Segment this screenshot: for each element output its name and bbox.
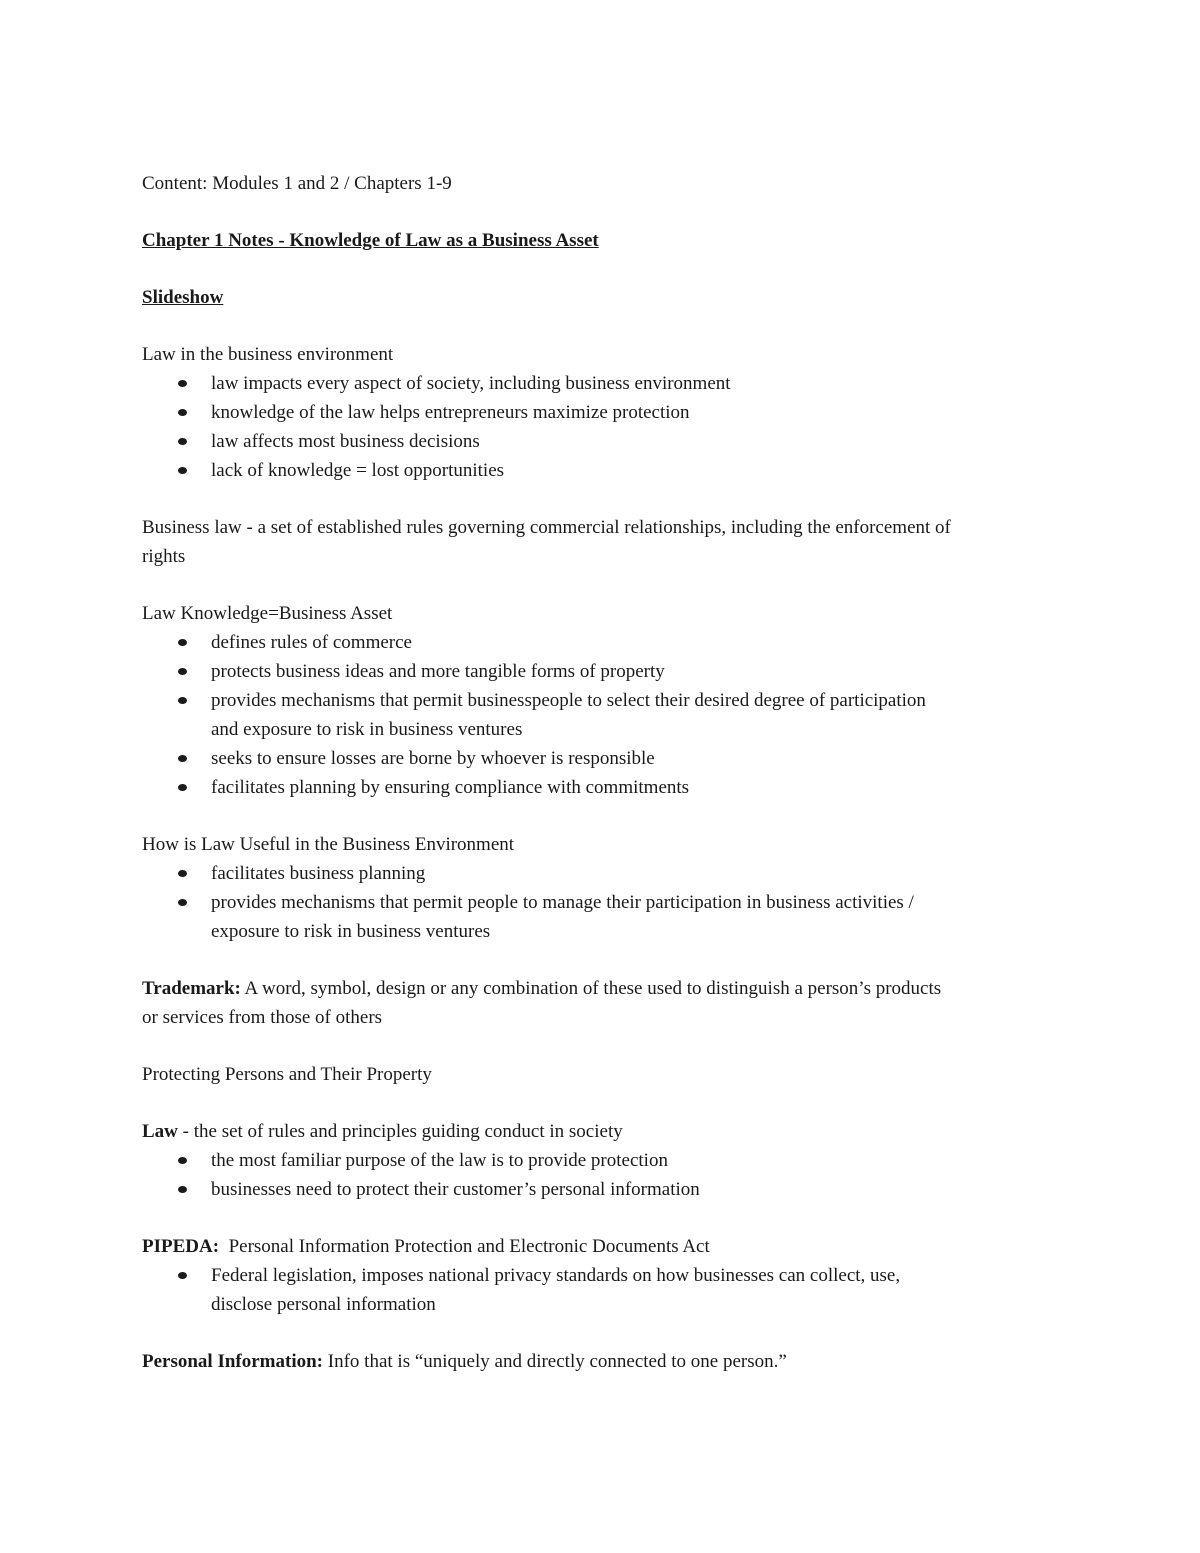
- list-item: the most familiar purpose of the law is to provide protection: [211, 1146, 1082, 1175]
- personal-information-definition: Personal Information: Info that is “uniquely and directly connected to one person.”: [142, 1351, 787, 1372]
- law-definition-list: [142, 1146, 1082, 1204]
- bullet-icon: [178, 467, 187, 474]
- list-item: lack of knowledge = lost opportunities: [211, 456, 1082, 485]
- bullet-icon: [178, 668, 187, 675]
- law-useful-title: How is Law Useful in the Business Environment: [142, 834, 515, 855]
- law-useful-list: [142, 859, 1082, 946]
- pipeda-list: [142, 1261, 1082, 1319]
- business-law-definition: Business law - a set of established rules governing commercial relationships, including the enforcement of rights: [142, 517, 951, 567]
- list-item: knowledge of the law helps entrepreneurs maximize protection: [211, 398, 1082, 427]
- bullet-icon: [178, 1157, 187, 1164]
- trademark-term: Trademark:: [142, 978, 241, 999]
- law-environment-list: [142, 369, 1082, 485]
- list-item: seeks to ensure losses are borne by whoever is responsible: [211, 744, 1082, 773]
- bullet-icon: [178, 1272, 187, 1279]
- slideshow-heading: Slideshow: [142, 287, 224, 308]
- list-item: law affects most business decisions: [211, 427, 1082, 456]
- bullet-icon: [178, 755, 187, 762]
- list-item: provides mechanisms that permit people to manage their participation in business activities / exposure to risk in business ventures: [211, 888, 1082, 946]
- list-item: provides mechanisms that permit businesspeople to select their desired degree of participation and exposure to risk in business ventures: [211, 686, 1082, 744]
- bullet-icon: [178, 1186, 187, 1193]
- business-asset-list: [142, 628, 1082, 802]
- pipeda-definition: PIPEDA: Personal Information Protection and Electronic Documents Act: [142, 1236, 710, 1257]
- law-term: Law: [142, 1121, 178, 1142]
- bullet-icon: [178, 438, 187, 445]
- document-page: [142, 169, 1082, 1376]
- protecting-heading: Protecting Persons and Their Property: [142, 1064, 432, 1085]
- trademark-definition: Trademark: A word, symbol, design or any combination of these used to distinguish a person’s products or services from those of others: [142, 978, 942, 1028]
- list-item: protects business ideas and more tangible forms of property: [211, 657, 1082, 686]
- business-asset-title: Law Knowledge=Business Asset: [142, 603, 393, 624]
- bullet-icon: [178, 697, 187, 704]
- list-item: facilitates planning by ensuring compliance with commitments: [211, 773, 1082, 802]
- bullet-icon: [178, 639, 187, 646]
- content-scope-line: Content: Modules 1 and 2 / Chapters 1-9: [142, 173, 452, 194]
- chapter-heading: Chapter 1 Notes - Knowledge of Law as a Business Asset: [142, 230, 599, 251]
- personal-information-term: Personal Information:: [142, 1351, 324, 1372]
- bullet-icon: [178, 380, 187, 387]
- list-item: defines rules of commerce: [211, 628, 1082, 657]
- bullet-icon: [178, 784, 187, 791]
- law-definition: Law - the set of rules and principles guiding conduct in society: [142, 1121, 623, 1142]
- bullet-icon: [178, 870, 187, 877]
- bullet-icon: [178, 899, 187, 906]
- list-item: businesses need to protect their customer’s personal information: [211, 1175, 1082, 1204]
- list-item: Federal legislation, imposes national privacy standards on how businesses can collect, use, disclose personal information: [211, 1261, 1082, 1319]
- list-item: facilitates business planning: [211, 859, 1082, 888]
- list-item: law impacts every aspect of society, including business environment: [211, 369, 1082, 398]
- bullet-icon: [178, 409, 187, 416]
- pipeda-term: PIPEDA:: [142, 1236, 220, 1257]
- law-environment-title: Law in the business environment: [142, 344, 394, 365]
